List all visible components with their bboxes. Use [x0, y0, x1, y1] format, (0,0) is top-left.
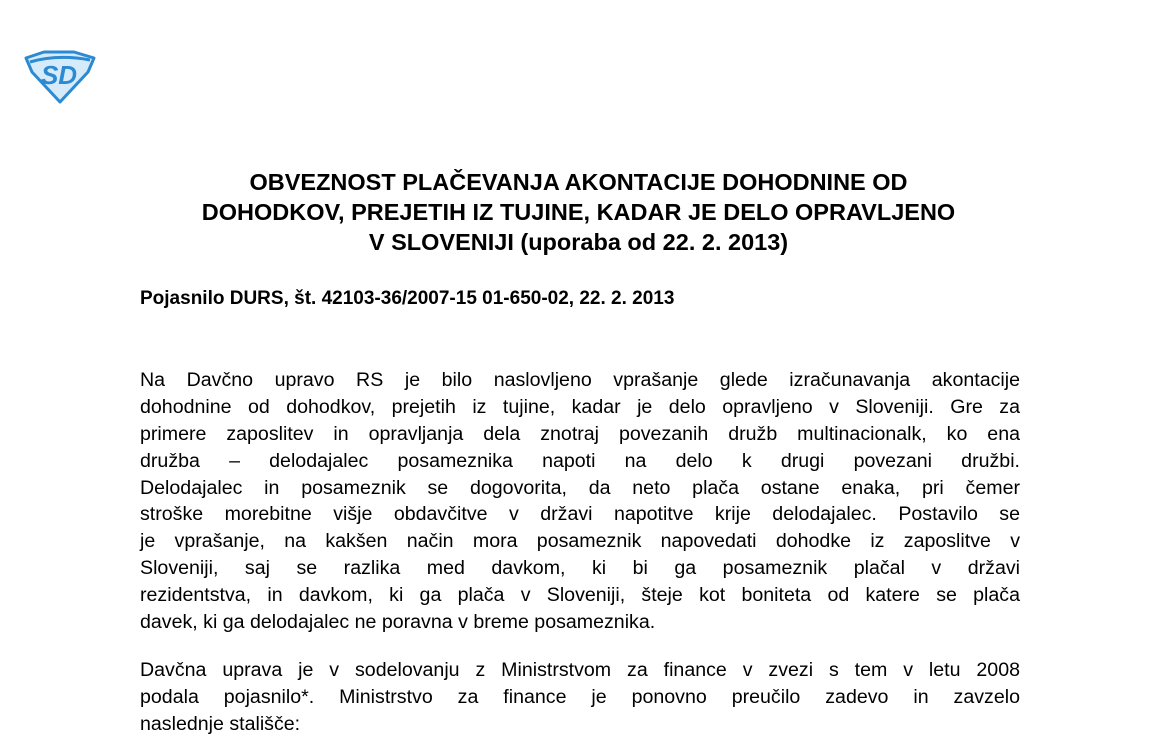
paragraph-line: Na Davčno upravo RS je bilo naslovljeno vprašanje glede izračunavanja akontacije — [140, 369, 1020, 391]
paragraph-line: družba – delodajalec posameznika napoti na delo k drugi povezani družbi. — [140, 449, 1020, 472]
paragraph-line: davek, ki ga delodajalec ne poravna v breme posameznika. — [140, 611, 656, 634]
paragraph-line: je vprašanje, na kakšen način mora posameznik napovedati dohodke iz zaposlitve v — [140, 530, 1020, 553]
paragraph-line: rezidentstva, in davkom, ki ga plača v Sloveniji, šteje kot boniteta od katere se plača — [140, 584, 1020, 607]
paragraph-1 — [140, 367, 1020, 636]
title-line: V SLOVENIJI (uporaba od 22. 2. 2013) — [368, 229, 789, 255]
paragraph-line: dohodnine od dohodkov, prejetih iz tujine, kadar je delo opravljeno v Sloveniji. Gre za — [140, 395, 1020, 418]
paragraph-line: naslednje stališče: — [140, 712, 301, 735]
paragraph-line: podala pojasnilo*. Ministrstvo za finance je ponovno preučilo zadevo in zavzelo — [140, 685, 1020, 708]
title-line: DOHODKOV, PREJETIH IZ TUJINE, KADAR JE DELO OPRAVLJENO — [201, 199, 956, 225]
paragraph-line: primere zaposlitev in opravljanja dela znotraj povezanih družb multinacionalk, ko ena — [140, 422, 1020, 445]
paragraph-line: stroške morebitne višje obdavčitve v državi napotitve krije delodajalec. Postavilo se — [140, 503, 1020, 526]
logo-letters: SD — [40, 60, 78, 90]
paragraph-line: Davčna uprava je v sodelovanju z Ministrstvom za finance v zvezi s tem v letu 2008 — [140, 659, 1020, 681]
paragraph-line: Sloveniji, saj se razlika med davkom, ki bi ga posameznik plačal v državi — [140, 557, 1020, 580]
paragraph-line: Delodajalec in posameznik se dogovorita, da neto plača ostane enaka, pri čemer — [140, 476, 1020, 499]
paragraph-2 — [140, 657, 1020, 738]
document-title — [100, 167, 1057, 257]
title-line: OBVEZNOST PLAČEVANJA AKONTACIJE DOHODNINE OD — [249, 169, 908, 195]
document-reference: Pojasnilo DURS, št. 42103-36/2007-15 01-650-02, 22. 2. 2013 — [140, 288, 675, 309]
sd-logo — [22, 50, 96, 104]
